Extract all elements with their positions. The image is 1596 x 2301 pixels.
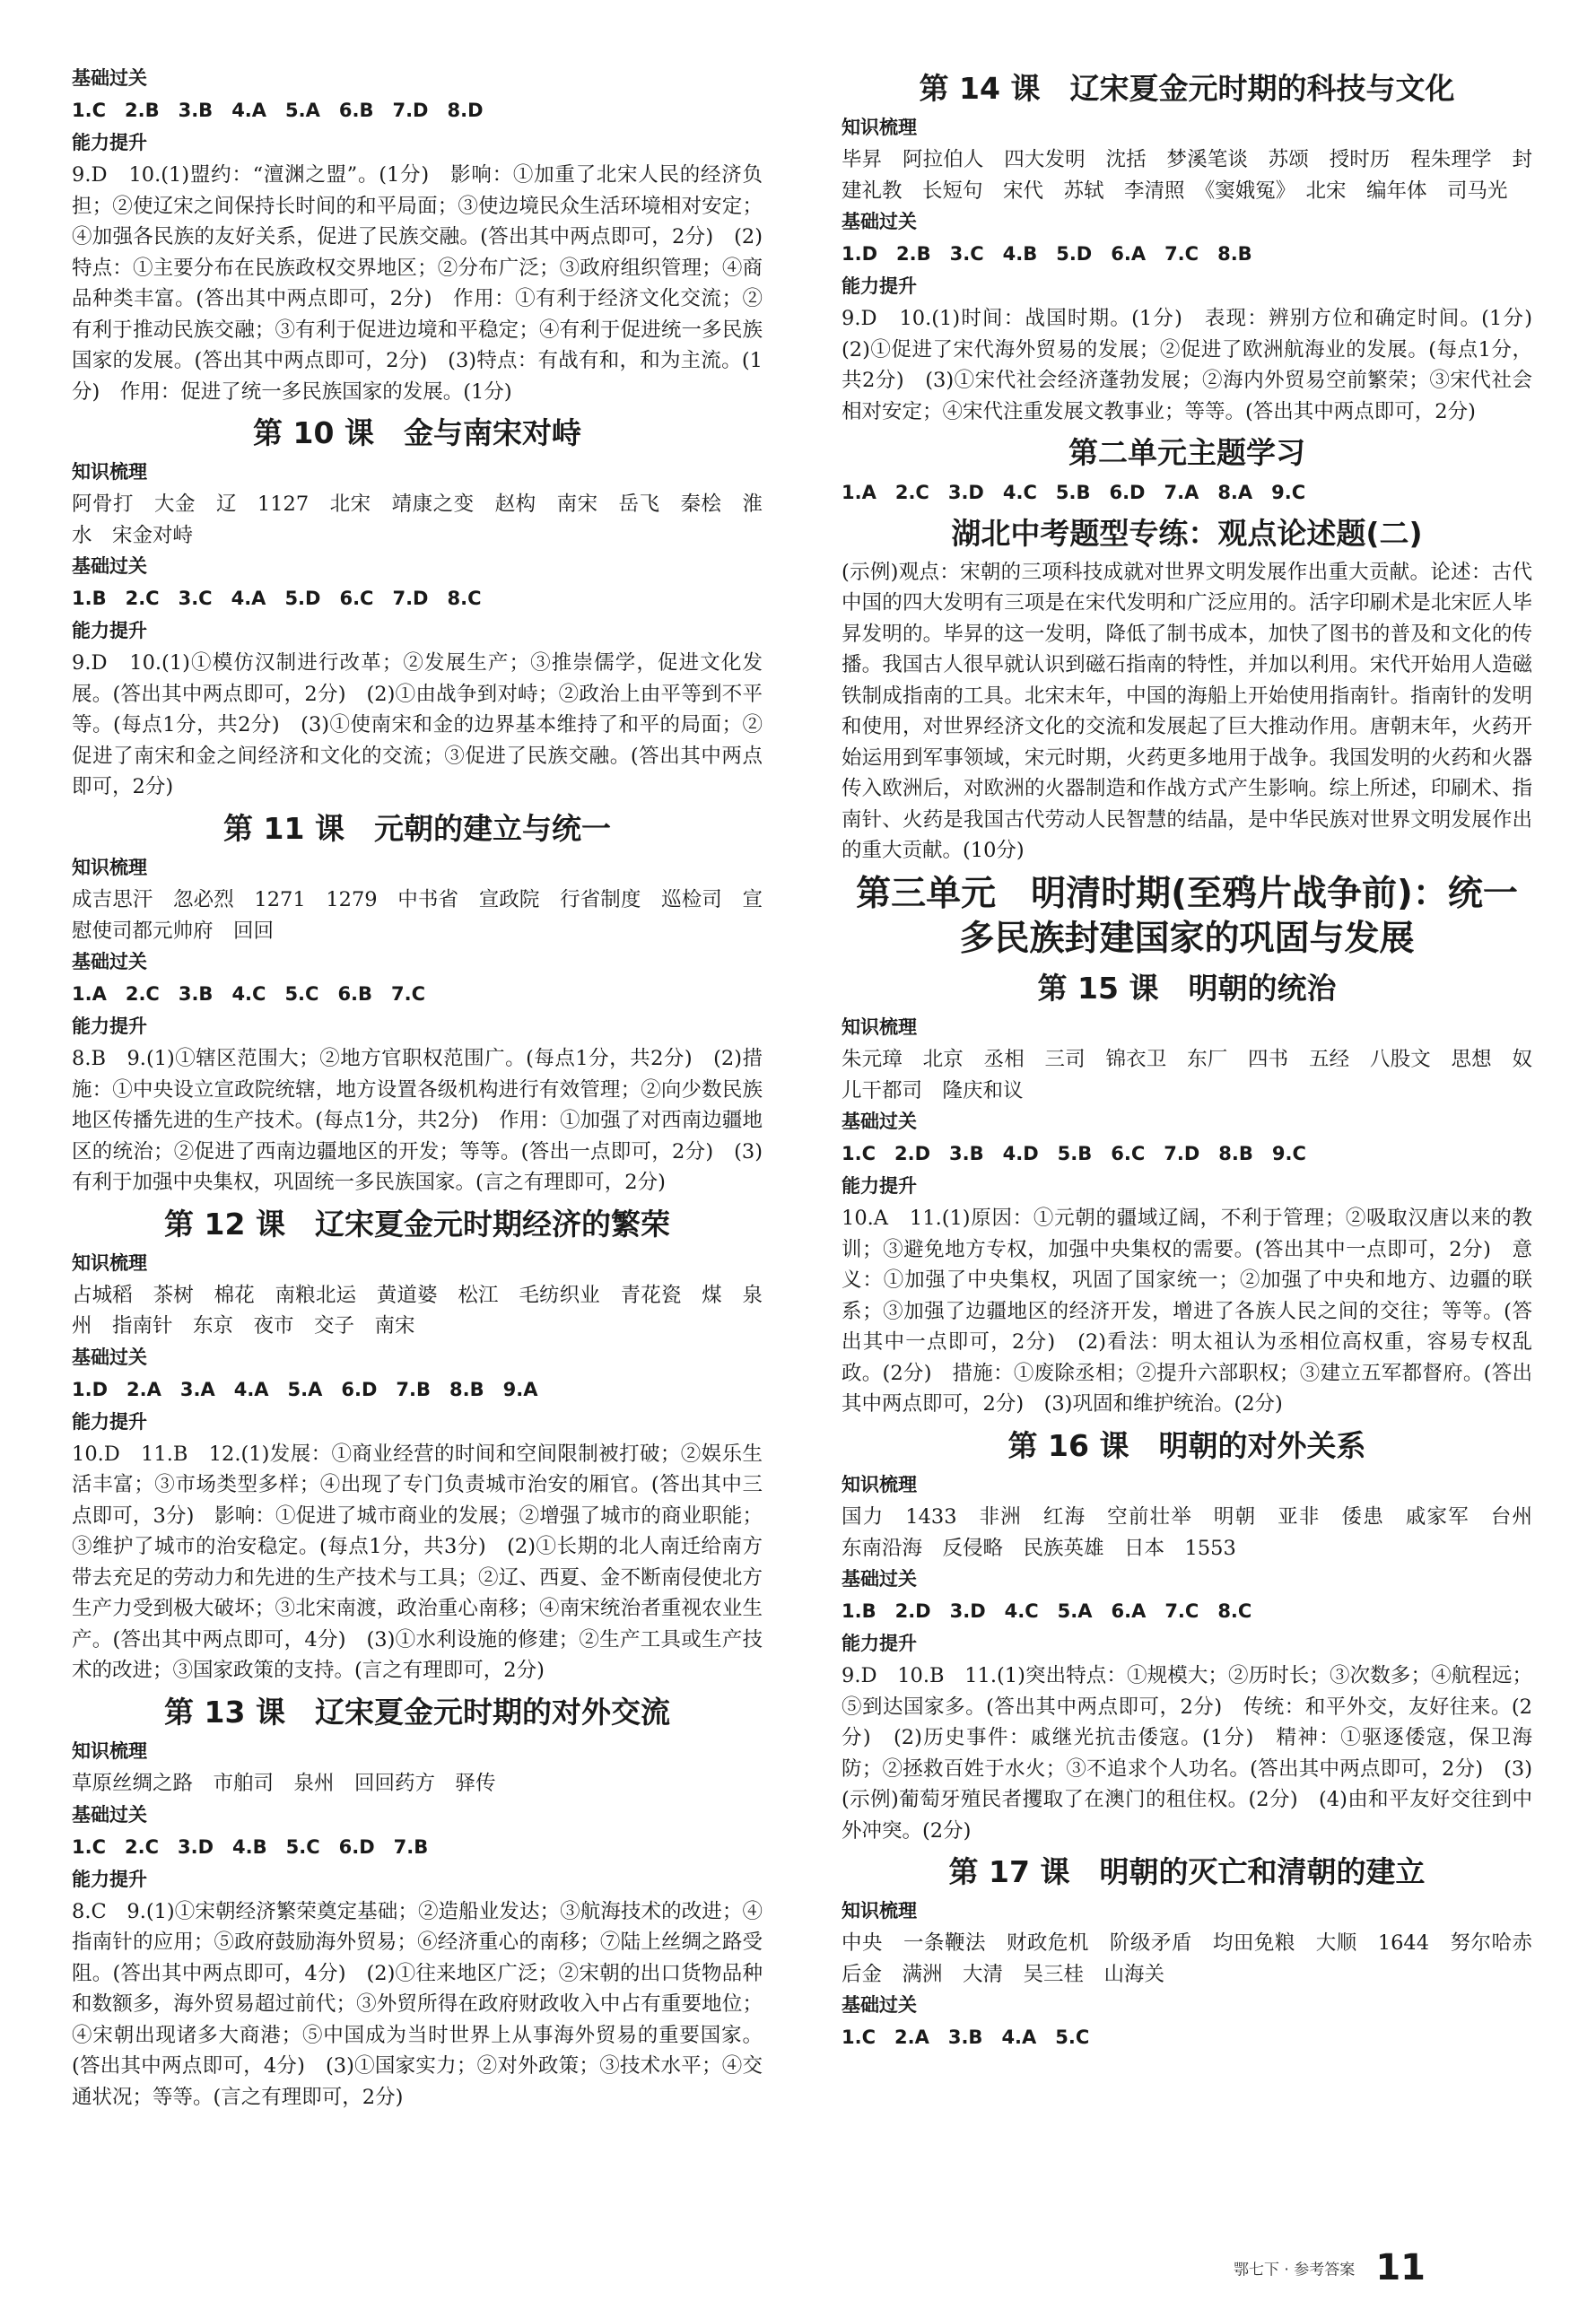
lesson-title: 第 10 课 金与南宋对峙 xyxy=(253,415,581,450)
answer-line: 1.C 2.C 3.D 4.B 5.C 6.D 7.B xyxy=(72,1835,429,1858)
page-footer xyxy=(1234,2247,1426,2288)
section-label: 基础过关 xyxy=(72,951,147,972)
section-label: 能力提升 xyxy=(72,1868,147,1890)
answer-paragraph: 8.B 9.(1)①辖区范围大；②地方官职权范围广。(每点1分，共2分) (2)措施：①中央设立宣政院统辖，地方设置各级机构进行有效管理；②向少数民族地区传播先进的生产技术。(每点1分，共2分) 作用：①加强了对西南边疆地区的统治；②促进了西南边疆地区的开发；等等。(答出一点即可，2分) (3)有利于加强中央集权，巩固统一多民族国家。(言之有理即可，2分) xyxy=(72,1047,763,1194)
footer-label: 鄂七下 · 参考答案 xyxy=(1234,2261,1356,2279)
answer-line: 1.A 2.C 3.D 4.C 5.B 6.D 7.A 8.A 9.C xyxy=(842,481,1306,503)
answer-line: 1.B 2.D 3.D 4.C 5.A 6.A 7.C 8.C xyxy=(842,1600,1252,1623)
answer-line: 1.C 2.D 3.B 4.D 5.B 6.C 7.D 8.B 9.C xyxy=(842,1143,1306,1165)
section-label: 基础过关 xyxy=(842,1111,917,1133)
lesson-title: 第 16 课 明朝的对外关系 xyxy=(1007,1427,1366,1463)
unit-title: 第三单元 明清时期(至鸦片战争前)：统一多民族封建国家的巩固与发展 xyxy=(856,873,1518,960)
section-label: 知识梳理 xyxy=(842,1900,917,1922)
right-column xyxy=(842,63,1553,2054)
section-label: 基础过关 xyxy=(842,211,917,233)
answer-paragraph: 9.D 10.B 11.(1)突出特点：①规模大；②历时长；③次数多；④航程远；⑤到达国家多。(答出其中两点即可，2分) 传统：和平外交，友好往来。(2分) (2)历史事件：戚继光抗击倭寇。(1分) 精神：①驱逐倭寇，保卫海防；②拯救百姓于水火；③不追求个人功名。(答出其中两点即可，2分) (3)(示例)葡萄牙殖民者攫取了在澳门的租住权。(2分) (4)由和平友好交往到中外冲突。(2分) xyxy=(842,1664,1532,1843)
lesson-title: 第 11 课 元朝的建立与统一 xyxy=(223,810,611,846)
section-label: 知识梳理 xyxy=(842,1016,917,1039)
page-number: 11 xyxy=(1375,2247,1426,2288)
section-label: 能力提升 xyxy=(72,132,147,153)
answer-line: 1.C 2.B 3.B 4.A 5.A 6.B 7.D 8.D xyxy=(72,100,484,121)
section-label: 能力提升 xyxy=(72,1410,147,1433)
lesson-title: 第 13 课 辽宋夏金元时期的对外交流 xyxy=(164,1694,670,1730)
lesson-title: 第二单元主题学习 xyxy=(1068,435,1305,471)
answer-line: 1.B 2.C 3.C 4.A 5.D 6.C 7.D 8.C xyxy=(72,588,482,610)
section-label: 能力提升 xyxy=(72,1015,147,1037)
answer-paragraph: 10.D 11.B 12.(1)发展：①商业经营的时间和空间限制被打破；②娱乐生活丰富；③市场类型多样；④出现了专门负责城市治安的厢官。(答出其中三点即可，3分) 影响：①促进了城市商业的发展；②增强了城市的商业职能；③维护了城市的治安稳定。(每点1分，共3分) (2)①长期的北人南迁给南方带去充足的劳动力和先进的生产技术与工具；②辽、西夏、金不断南侵使北方生产力受到极大破坏；③北宋南渡，政治重心南移；④南宋统治者重视农业生产。(答出其中两点即可，4分) (3)①水利设施的修建；②生产工具或生产技术的改进；③国家政策的支持。(言之有理即可，2分) xyxy=(72,1442,763,1683)
section-label: 知识梳理 xyxy=(842,1474,917,1496)
answer-paragraph: 占城稻 茶树 棉花 南粮北运 黄道婆 松江 毛纺织业 青花瓷 煤 泉州 指南针 东京 夜市 交子 南宋 xyxy=(72,1283,763,1338)
lesson-title: 第 12 课 辽宋夏金元时期经济的繁荣 xyxy=(164,1206,670,1242)
section-label: 基础过关 xyxy=(72,1346,147,1368)
answer-paragraph: 9.D 10.(1)时间：战国时期。(1分) 表现：辨别方位和确定时间。(1分) (2)①促进了宋代海外贸易的发展；②促进了欧洲航海业的发展。(每点1分，共2分) (3)①宋代社会经济蓬勃发展；②海内外贸易空前繁荣；③宋代社会相对安定；④宋代注重发展文教事业；等等。(答出其中两点即可，2分) xyxy=(842,307,1553,423)
section-label: 知识梳理 xyxy=(72,1740,147,1762)
lesson-title: 第 14 课 辽宋夏金元时期的科技与文化 xyxy=(919,71,1455,106)
lesson-title: 湖北中考题型专练：观点论述题(二) xyxy=(951,515,1423,551)
section-label: 能力提升 xyxy=(842,275,917,298)
lesson-title: 第 17 课 明朝的灭亡和清朝的建立 xyxy=(948,1854,1426,1890)
section-label: 能力提升 xyxy=(842,1633,917,1655)
answer-paragraph: 国力 1433 非洲 红海 空前壮举 明朝 亚非 倭患 戚家军 台州 东南沿海 反侵略 民族英雄 日本 1553 xyxy=(842,1505,1553,1560)
answer-paragraph: 成吉思汗 忽必烈 1271 1279 中书省 宣政院 行省制度 巡检司 宣慰使司都元帅府 回回 xyxy=(72,888,763,943)
section-label: 能力提升 xyxy=(842,1175,917,1198)
answer-paragraph: 9.D 10.(1)①模仿汉制进行改革；②发展生产；③推崇儒学，促进文化发展。(答出其中两点即可，2分) (2)①由战争到对峙；②政治上由平等到不平等。(每点1分，共2分) (3)①使南宋和金的边界基本维持了和平的局面；②促进了南宋和金之间经济和文化的交流；③促进了民族交融。(答出其中两点即可，2分) xyxy=(72,651,763,799)
section-label: 知识梳理 xyxy=(72,1251,147,1274)
answer-paragraph: 阿骨打 大金 辽 1127 北宋 靖康之变 赵构 南宋 岳飞 秦桧 淮水 宋金对峙 xyxy=(72,492,763,547)
section-label: 基础过关 xyxy=(842,1994,917,2017)
answer-paragraph: 10.A 11.(1)原因：①元朝的疆域辽阔，不利于管理；②吸取汉唐以来的教训；③避免地方专权，加强中央集权的需要。(答出其中一点即可，2分) 意义：①加强了中央集权，巩固了国家统一；②加强了中央和地方、边疆的联系；③加强了边疆地区的经济开发，增进了各族人民之间的交往；等等。(答出其中一点即可，2分) (2)看法：明太祖认为丞相位高权重，容易专权乱政。(2分) 措施：①废除丞相；②提升六部职权；③建立五军都督府。(答出其中两点即可，2分) (3)巩固和维护统治。(2分) xyxy=(842,1207,1532,1416)
answer-paragraph: 毕昇 阿拉伯人 四大发明 沈括 梦溪笔谈 苏颂 授时历 程朱理学 封建礼教 长短句 宋代 苏轼 李清照 《窦娥冤》 北宋 编年体 司马光 xyxy=(842,148,1532,203)
section-label: 知识梳理 xyxy=(72,461,147,484)
answer-paragraph: 朱元璋 北京 丞相 三司 锦衣卫 东厂 四书 五经 八股文 思想 奴儿干都司 隆庆和议 xyxy=(842,1048,1532,1103)
answer-paragraph: 9.D 10.(1)盟约：“澶渊之盟”。(1分) 影响：①加重了北宋人民的经济负担；②使辽宋之间保持长时间的和平局面；③使边境民众生活环境相对安定；④加强各民族的友好关系，促进了民族交融。(答出其中两点即可，2分) (2)特点：①主要分布在民族政权交界地区；②分布广泛；③政府组织管理；④商品种类丰富。(答出其中两点即可，2分) 作用：①有利于经济文化交流；②有利于推动民族交融；③有利于促进边境和平稳定；④有利于促进统一多民族国家的发展。(答出其中两点即可，2分) (3)特点：有战有和，和为主流。(1分) 作用：促进了统一多民族国家的发展。(1分) xyxy=(72,163,763,404)
section-label: 基础过关 xyxy=(72,1803,147,1826)
answer-paragraph: 草原丝绸之路 市舶司 泉州 回回药方 驿传 xyxy=(72,1772,496,1795)
answer-paragraph: (示例)观点：宋朝的三项科技成就对世界文明发展作出重大贡献。论述：古代中国的四大发明有三项是在宋代发明和广泛应用的。活字印刷术是北宋匠人毕昇发明的。毕昇的这一发明，降低了制书成本，加快了图书的普及和文化的传播。我国古人很早就认识到磁石指南的特性，并加以利用。宋代开始用人造磁铁制成指南的工具。北宋末年，中国的海船上开始使用指南针。指南针的发明和使用，对世界经济文化的交流和发展起了巨大推动作用。唐朝末年，火药开始运用到军事领域，宋元时期，火药更多地用于战争。我国发明的火药和火器传入欧洲后，对欧洲的火器制造和作战方式产生影响。综上所述，印刷术、指南针、火药是我国古代劳动人民智慧的结晶，是中华民族对世界文明发展作出的重大贡献。(10分) xyxy=(842,560,1532,863)
answer-line: 1.D 2.A 3.A 4.A 5.A 6.D 7.B 8.B 9.A xyxy=(72,1378,538,1400)
answer-paragraph: 中央 一条鞭法 财政危机 阶级矛盾 均田免粮 大顺 1644 努尔哈赤 后金 满洲 大清 吴三桂 山海关 xyxy=(842,1931,1553,1986)
answer-line: 1.C 2.A 3.B 4.A 5.C xyxy=(842,2026,1090,2049)
left-column xyxy=(72,63,763,2113)
section-label: 基础过关 xyxy=(72,555,147,578)
section-label: 基础过关 xyxy=(842,1568,917,1591)
lesson-title: 第 15 课 明朝的统治 xyxy=(1037,971,1337,1007)
answer-paragraph: 8.C 9.(1)①宋朝经济繁荣奠定基础；②造船业发达；③航海技术的改进；④指南针的应用；⑤政府鼓励海外贸易；⑥经济重心的南移；⑦陆上丝绸之路受阻。(答出其中两点即可，4分) (2)①往来地区广泛；②宋朝的出口货物品种和数额多，海外贸易超过前代；③外贸所得在政府财政收入中占有重要地位；④宋朝出现诸多大商港；⑤中国成为当时世界上从事海外贸易的重要国家。(答出其中两点即可，4分) (3)①国家实力；②对外政策；③技术水平；④交通状况；等等。(言之有理即可，2分) xyxy=(72,1899,763,2109)
section-label: 能力提升 xyxy=(72,620,147,642)
answer-line: 1.A 2.C 3.B 4.C 5.C 6.B 7.C xyxy=(72,983,426,1005)
section-label: 知识梳理 xyxy=(842,117,917,139)
section-label: 知识梳理 xyxy=(72,857,147,878)
answer-line: 1.D 2.B 3.C 4.B 5.D 6.A 7.C 8.B xyxy=(842,243,1252,266)
section-label: 基础过关 xyxy=(72,67,147,89)
